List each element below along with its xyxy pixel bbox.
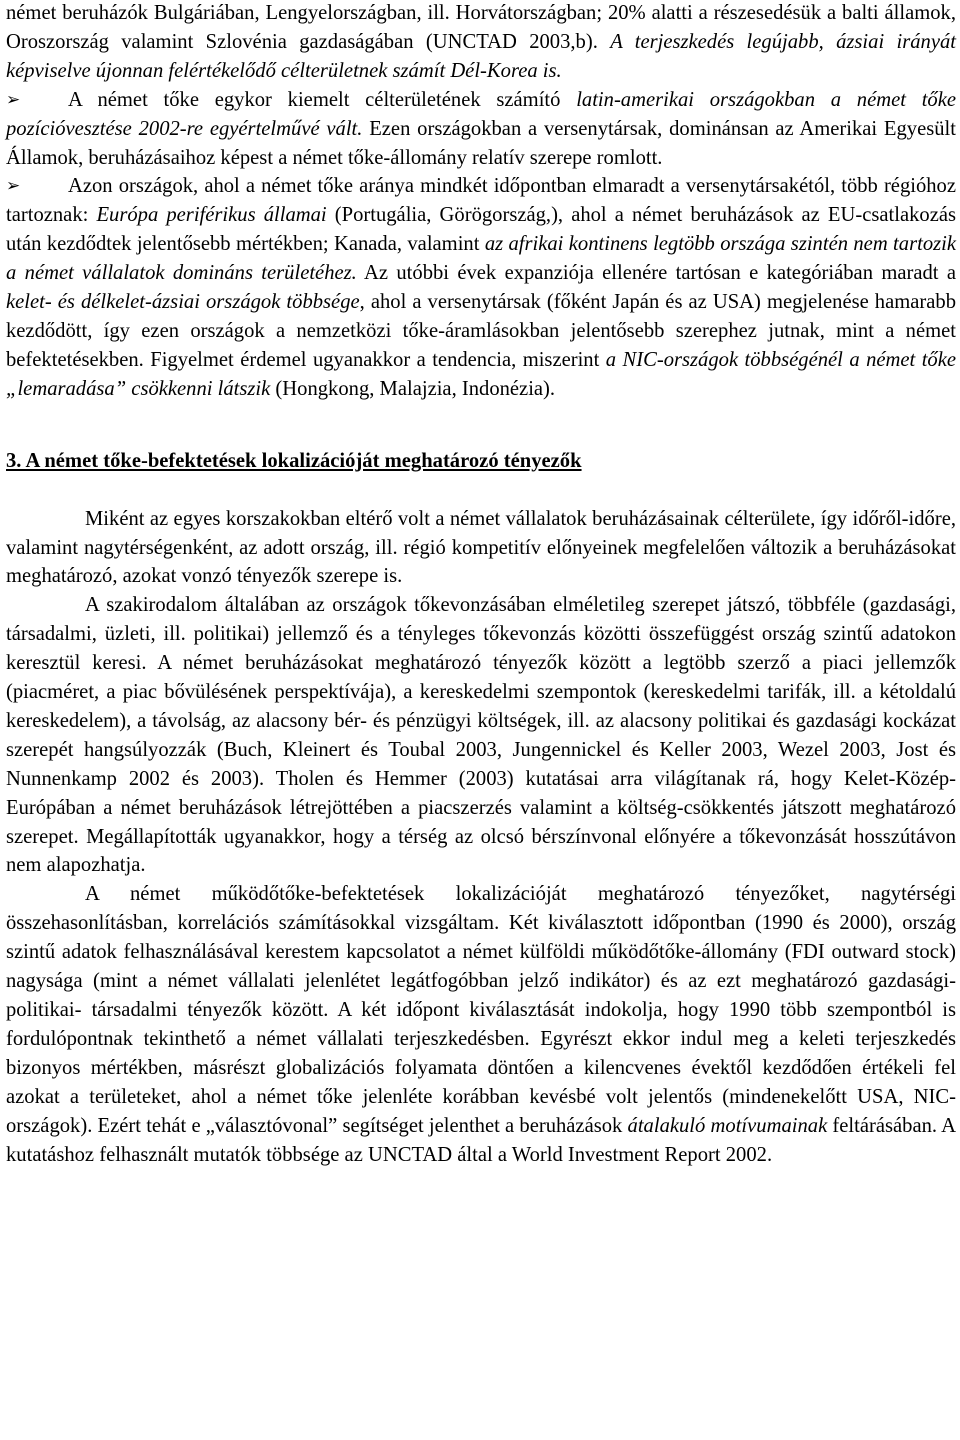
italic-run: kelet- és délkelet-ázsiai országok többsége [6, 291, 360, 314]
section-heading [6, 447, 956, 476]
bullet-marker [6, 172, 68, 201]
text-run: A német működőtőke-befektetések lokalizációját meghatározó tényezőket, nagytérségi összehasonlításban, korrelációs számításokkal vizsgáltam. Két kiválasztott időpontban (1990 és 2000), ország szintű adatok felhasználásával kerestem kapcsolatot a német külföldi működőtőke-állomány (FDI outward stock) nagysága (mint a német vállalati jelenlétet legátfogóbban jelző indikátor) és az ezt meghatározó gazdasági- politikai- társadalmi tényezők között. A két időpont kiválasztását indokolja, hogy 1990 több szempontból is fordulópontnak tekinthető a német vállalati terjeszkedésben. Egyrészt ekkor indul meg a keleti terjeszkedés bizonyos mértékben, másrészt globalizációs folyamata döntően a kilencvenes évektől kezdődően értékeli fel azokat a területeket, ahol a német tőke jelenléte korábban kevésbé volt jelentős (mindenekelőtt USA, NIC-országok). Ezért tehát e „választóvonal” segítséget jelenthet a beruházások [6, 883, 956, 1137]
italic-run: latin-amerikai országokban a német tőke pozícióvesztése 2002-re egyértelművé vált. [6, 88, 957, 140]
text-run: Ezen országokban a versenytársak, dominánsan az Amerikai Egyesült Államok, beruházásaihoz képest a német tőke-állomány relatív szerepe romlott. [6, 117, 956, 169]
text-run: német beruházók Bulgáriában, Lengyelországban, ill. Horvátországban; 20% alatti a részesedésük a balti államok, Oroszország valamint Szlovénia gazdaságában (UNCTAD 2003,b). [6, 2, 956, 53]
bullet-marker [6, 86, 68, 115]
italic-run: A terjeszkedés legújabb, ázsiai irányát képviselve újonnan felértékelődő célterületnek számít Dél-Korea is. [6, 30, 956, 82]
text-run: feltárásában. A kutatáshoz felhasznált mutatók többsége az UNCTAD által a World Investment Report 2002. [6, 1114, 956, 1166]
text-run: (Portugália, Görögország,), ahol a német beruházások az EU-csatlakozás után kezdődtek jelentősebb mértékben; Kanada, valamint [6, 204, 957, 256]
italic-run: átalakuló motívumainak [627, 1114, 828, 1137]
paragraph-method [6, 880, 956, 1169]
section-heading-text: 3. A német tőke-befektetések lokalizációját meghatározó tényezők [6, 449, 582, 472]
italic-run: az afrikai kontinens legtöbb országa szintén nem tartozik a német vállalatok domináns területéhez. [6, 233, 956, 285]
text-run: Azon országok, ahol a német tőke aránya mindkét időpontban elmaradt a versenytársakétól, több régióhoz tartoznak: [6, 175, 956, 227]
text-run: (Hongkong, Malajzia, Indonézia). [270, 377, 556, 400]
bullet-latin-america [6, 86, 956, 173]
paragraph-literature: A szakirodalom általában az országok tőkevonzásában elméletileg szerepet játszó, többféle (gazdasági, társadalmi, üzleti, ill. politikai) jellemző és a tényleges tőkevonzás közötti összefüggést ország szintű adatokon keresztül keresi. A német beruházásokat meghatározó tényezők között a legtöbb szerző a piaci jellemzők (piacméret, a piac bővülésének perspektívája), a kereskedelmi szempontok (kereskedelmi tarifák, ill. a kétoldalú kereskedelem), a távolság, az alacsony bér- és pénzügyi költségek, ill. az alacsony politikai és gazdasági kockázat szerepét hangsúlyozzák (Buch, Kleinert és Toubal 2003, Jungennickel és Keller 2003, Wezel 2003, Jost és Nunnenkamp 2002 és 2003). Tholen és Hemmer (2003) kutatásai arra világítanak rá, hogy Kelet-Közép-Európában a német beruházások létrejöttében a piacszerzés valamint a költség-csökkentés játszott meghatározó szerepet. Megállapították ugyanakkor, hogy a térség az olcsó bérszínvonal előnyére a tőkevonzását hosszútávon nem alapozhatja. [6, 594, 956, 877]
text-run: , ahol a versenytársak (főként Japán és az USA) megjelenése hamarabb kezdődött, így ezen országok a nemzetközi tőke-áramlásokban jelentősebb szerephez jutnak, mint a német befektetésekben. Figyelmet érdemel ugyanakkor a tendencia, miszerint [6, 291, 956, 371]
bullet-lagging-regions [6, 172, 956, 403]
paragraph-intro [6, 0, 956, 86]
italic-run: a NIC-országok többségénél a német tőke „lemaradása” csökkenni látszik [6, 348, 956, 400]
italic-run: Európa periférikus államai [96, 204, 327, 227]
arrow-bullet-icon: ➢ [6, 176, 21, 197]
document-page [6, 0, 956, 1169]
paragraph-locations: Miként az egyes korszakokban eltérő volt a német vállalatok beruházásainak célterülete, így időről-időre, valamint nagytérségenként, az adott ország, ill. régió kompetitív előnyeinek megfelelően változik a beruházásokat meghatározó, azokat vonzó tényezők szerepe is. [6, 507, 956, 588]
text-run: Az utóbbi évek expanziója ellenére tartósan e kategóriában maradt a [356, 262, 957, 285]
text-run: A német tőke egykor kiemelt célterületének számító [68, 88, 577, 111]
arrow-bullet-icon: ➢ [6, 89, 21, 110]
